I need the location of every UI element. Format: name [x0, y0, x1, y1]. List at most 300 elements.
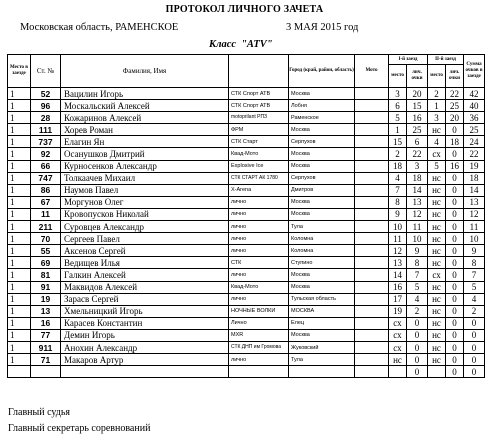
row-city: Елец — [289, 317, 355, 329]
row-team: Лично — [229, 317, 289, 329]
class-value: "ATV" — [241, 39, 273, 50]
row-heat2-place — [428, 366, 446, 378]
row-moto — [355, 305, 389, 317]
table-row — [8, 100, 485, 112]
table-row — [8, 208, 485, 220]
row-place: 1 — [8, 293, 31, 305]
row-heat1-place: 18 — [389, 160, 407, 172]
row-team: лично — [229, 293, 289, 305]
row-city: Тула — [289, 354, 355, 366]
row-heat1-points: 3 — [407, 160, 428, 172]
row-total: 18 — [464, 172, 485, 184]
row-heat1-points: 0 — [407, 366, 428, 378]
col-heat2-points: лич. очки — [446, 65, 464, 88]
row-moto — [355, 124, 389, 136]
row-moto — [355, 221, 389, 233]
row-heat2-points: 25 — [446, 100, 464, 112]
results-table — [7, 54, 485, 378]
row-name: Карасев Константин — [61, 317, 229, 329]
row-name: Кожаринов Алексей — [61, 112, 229, 124]
row-start-number: 52 — [31, 88, 61, 100]
row-total: 0 — [464, 329, 485, 341]
row-heat1-place: 19 — [389, 305, 407, 317]
row-heat2-points: 0 — [446, 124, 464, 136]
row-name: Елагин Ян — [61, 136, 229, 148]
row-start-number: 55 — [31, 245, 61, 257]
row-start-number: 747 — [31, 172, 61, 184]
row-heat2-place: нс — [428, 281, 446, 293]
row-place: 1 — [8, 329, 31, 341]
row-heat1-points: 13 — [407, 196, 428, 208]
row-total: 8 — [464, 257, 485, 269]
row-moto — [355, 112, 389, 124]
table-row — [8, 329, 485, 341]
row-heat1-place: 12 — [389, 245, 407, 257]
row-total: 0 — [464, 341, 485, 353]
row-name: Курносенков Александр — [61, 160, 229, 172]
row-heat1-points: 4 — [407, 293, 428, 305]
table-row — [8, 136, 485, 148]
row-start-number: 96 — [31, 100, 61, 112]
row-start-number: 69 — [31, 257, 61, 269]
row-heat1-points: 6 — [407, 136, 428, 148]
row-heat1-points: 22 — [407, 148, 428, 160]
row-heat2-points: 0 — [446, 233, 464, 245]
row-start-number: 11 — [31, 208, 61, 220]
table-row — [8, 112, 485, 124]
row-name: Демин Игорь — [61, 329, 229, 341]
class-label: Класс — [209, 39, 237, 50]
row-city: Раменское — [289, 112, 355, 124]
row-team: НОЧНЫЕ ВОЛКИ — [229, 305, 289, 317]
row-city: Серпухов — [289, 136, 355, 148]
row-heat2-points: 16 — [446, 160, 464, 172]
row-heat1-points: 20 — [407, 88, 428, 100]
row-moto — [355, 208, 389, 220]
row-total: 9 — [464, 245, 485, 257]
row-place: 1 — [8, 100, 31, 112]
row-start-number: 77 — [31, 329, 61, 341]
row-heat2-place: нс — [428, 354, 446, 366]
table-row — [8, 160, 485, 172]
row-city: Тульская область — [289, 293, 355, 305]
row-name: Толкаачев Михаил — [61, 172, 229, 184]
row-total: 7 — [464, 269, 485, 281]
row-heat2-points: 0 — [446, 208, 464, 220]
row-heat1-place: 10 — [389, 221, 407, 233]
row-heat1-place: 3 — [389, 88, 407, 100]
row-heat1-place: сх — [389, 341, 407, 353]
row-name: Осанушков Дмитрий — [61, 148, 229, 160]
row-heat1-points: 10 — [407, 233, 428, 245]
row-start-number: 66 — [31, 160, 61, 172]
row-city: Москва — [289, 196, 355, 208]
row-start-number: 86 — [31, 184, 61, 196]
row-total: 22 — [464, 148, 485, 160]
col-heat2-place: место — [428, 65, 446, 88]
row-heat2-points: 0 — [446, 305, 464, 317]
row-place: 1 — [8, 136, 31, 148]
chief-secretary-label: Главный секретарь соревнований — [8, 423, 151, 434]
row-heat2-points: 0 — [446, 269, 464, 281]
row-team: лично — [229, 221, 289, 233]
row-name: Зарасв Сергей — [61, 293, 229, 305]
row-team: Квад-Мото — [229, 281, 289, 293]
row-heat2-points: 0 — [446, 257, 464, 269]
row-heat1-points: 9 — [407, 245, 428, 257]
row-heat1-place: 15 — [389, 136, 407, 148]
row-moto — [355, 196, 389, 208]
row-heat2-points: 0 — [446, 245, 464, 257]
table-row — [8, 233, 485, 245]
table-row — [8, 221, 485, 233]
table-row — [8, 293, 485, 305]
row-city: Москва — [289, 148, 355, 160]
row-team: лично — [229, 269, 289, 281]
row-team: лично — [229, 196, 289, 208]
row-heat1-points: 7 — [407, 269, 428, 281]
row-team: СТК Спорт АТВ — [229, 88, 289, 100]
col-start-number: Ст. № — [31, 55, 61, 88]
row-moto — [355, 366, 389, 378]
row-heat1-points: 0 — [407, 329, 428, 341]
row-name: Анохин Александр — [61, 341, 229, 353]
row-heat2-place: нс — [428, 184, 446, 196]
col-heat2: II-й заезд — [428, 55, 464, 65]
row-heat1-points: 0 — [407, 354, 428, 366]
row-total: 36 — [464, 112, 485, 124]
row-total: 0 — [464, 354, 485, 366]
row-heat1-place: 11 — [389, 233, 407, 245]
row-place: 1 — [8, 257, 31, 269]
row-place: 1 — [8, 184, 31, 196]
row-heat2-points: 0 — [446, 281, 464, 293]
row-moto — [355, 172, 389, 184]
row-place: 1 — [8, 354, 31, 366]
protocol-title: ПРОТОКОЛ ЛИЧНОГО ЗАЧЕТА — [165, 4, 324, 15]
row-start-number: 71 — [31, 354, 61, 366]
row-heat2-place: нс — [428, 221, 446, 233]
row-total: 5 — [464, 281, 485, 293]
table-row — [8, 341, 485, 353]
row-team: СТК СТАРТ АК 1780 — [229, 172, 289, 184]
table-row — [8, 148, 485, 160]
row-heat1-place: 7 — [389, 184, 407, 196]
class-line — [209, 39, 273, 50]
row-moto — [355, 269, 389, 281]
row-total: 14 — [464, 184, 485, 196]
row-heat1-place: сх — [389, 329, 407, 341]
row-city: Жуковский — [289, 341, 355, 353]
row-start-number: 67 — [31, 196, 61, 208]
row-moto — [355, 88, 389, 100]
row-name: Хмельницкий Игорь — [61, 305, 229, 317]
row-moto — [355, 329, 389, 341]
row-team: СТК ДНП им Громова — [229, 341, 289, 353]
chief-judge-label: Главный судья — [8, 407, 71, 418]
row-team: лично — [229, 245, 289, 257]
col-heat1-points: лич. очки — [407, 65, 428, 88]
row-heat2-place: нс — [428, 341, 446, 353]
event-date: 3 МАЯ 2015 год — [286, 22, 359, 33]
row-moto — [355, 148, 389, 160]
row-moto — [355, 317, 389, 329]
row-heat1-place: 4 — [389, 172, 407, 184]
row-heat2-place: нс — [428, 329, 446, 341]
row-heat2-place: 4 — [428, 136, 446, 148]
table-row — [8, 354, 485, 366]
row-name: Аксенов Сергей — [61, 245, 229, 257]
row-heat1-points: 5 — [407, 281, 428, 293]
row-heat1-place: 9 — [389, 208, 407, 220]
row-city: Дмитров — [289, 184, 355, 196]
row-moto — [355, 341, 389, 353]
row-name: Моргунов Олег — [61, 196, 229, 208]
row-city: Москва — [289, 124, 355, 136]
row-start-number — [31, 366, 61, 378]
row-heat1-points: 18 — [407, 172, 428, 184]
row-city: Серпухов — [289, 172, 355, 184]
row-heat1-points: 11 — [407, 221, 428, 233]
row-name: Вацилин Игорь — [61, 88, 229, 100]
row-team: СТК — [229, 257, 289, 269]
table-row — [8, 317, 485, 329]
row-heat2-points: 0 — [446, 293, 464, 305]
row-heat2-place: 5 — [428, 160, 446, 172]
row-heat1-points: 15 — [407, 100, 428, 112]
row-total: 25 — [464, 124, 485, 136]
row-name: Макаров Артур — [61, 354, 229, 366]
table-row — [8, 88, 485, 100]
row-moto — [355, 136, 389, 148]
row-place: 1 — [8, 172, 31, 184]
row-heat1-points: 12 — [407, 208, 428, 220]
row-name: Кровопусков Николай — [61, 208, 229, 220]
row-heat2-place: сх — [428, 148, 446, 160]
row-moto — [355, 184, 389, 196]
row-start-number: 111 — [31, 124, 61, 136]
row-team: MXR — [229, 329, 289, 341]
row-name: Москальский Алексей — [61, 100, 229, 112]
row-city — [289, 366, 355, 378]
table-row — [8, 172, 485, 184]
table-row — [8, 196, 485, 208]
row-start-number: 70 — [31, 233, 61, 245]
row-heat2-place: нс — [428, 257, 446, 269]
row-moto — [355, 245, 389, 257]
event-location: Московская область, РАМЕНСКОЕ — [20, 22, 179, 33]
row-total: 4 — [464, 293, 485, 305]
row-start-number: 16 — [31, 317, 61, 329]
row-heat2-place: 2 — [428, 88, 446, 100]
row-start-number: 92 — [31, 148, 61, 160]
row-city: МОСКВА — [289, 305, 355, 317]
row-heat1-place — [389, 366, 407, 378]
row-heat2-points: 0 — [446, 354, 464, 366]
row-start-number: 19 — [31, 293, 61, 305]
table-row — [8, 184, 485, 196]
row-city: Москва — [289, 269, 355, 281]
row-place: 1 — [8, 112, 31, 124]
table-row — [8, 269, 485, 281]
row-place: 1 — [8, 160, 31, 172]
row-total: 10 — [464, 233, 485, 245]
row-city: Москва — [289, 88, 355, 100]
row-moto — [355, 257, 389, 269]
row-name: Суровцев Александр — [61, 221, 229, 233]
row-heat2-points: 0 — [446, 366, 464, 378]
row-heat2-place: нс — [428, 245, 446, 257]
row-start-number: 81 — [31, 269, 61, 281]
row-team: СТК Спорт АТВ — [229, 100, 289, 112]
row-place: 1 — [8, 317, 31, 329]
row-total: 24 — [464, 136, 485, 148]
row-heat2-place: сх — [428, 269, 446, 281]
row-city: Москва — [289, 160, 355, 172]
row-heat2-place: нс — [428, 208, 446, 220]
row-total: 0 — [464, 366, 485, 378]
row-place: 1 — [8, 269, 31, 281]
row-heat1-place: нс — [389, 354, 407, 366]
row-heat2-place: нс — [428, 196, 446, 208]
row-heat2-points: 22 — [446, 88, 464, 100]
col-total: Сумма очков в заезде — [464, 55, 485, 88]
row-heat2-points: 0 — [446, 221, 464, 233]
row-city: Коломна — [289, 245, 355, 257]
row-place: 1 — [8, 124, 31, 136]
row-heat2-points: 0 — [446, 329, 464, 341]
row-name — [61, 366, 229, 378]
row-heat2-points: 0 — [446, 184, 464, 196]
row-team: СТК Старт — [229, 136, 289, 148]
row-place: 1 — [8, 88, 31, 100]
row-start-number: 91 — [31, 281, 61, 293]
row-heat2-place: 3 — [428, 112, 446, 124]
row-moto — [355, 100, 389, 112]
row-moto — [355, 293, 389, 305]
row-total: 40 — [464, 100, 485, 112]
row-heat2-place: нс — [428, 233, 446, 245]
row-place: 1 — [8, 305, 31, 317]
row-place: 1 — [8, 341, 31, 353]
row-heat2-place: 1 — [428, 100, 446, 112]
row-heat1-place: 14 — [389, 269, 407, 281]
row-place: 1 — [8, 281, 31, 293]
table-row — [8, 245, 485, 257]
row-moto — [355, 160, 389, 172]
row-place: 1 — [8, 196, 31, 208]
row-team — [229, 366, 289, 378]
col-heat1-place: место — [389, 65, 407, 88]
row-heat1-place: 6 — [389, 100, 407, 112]
table-row — [8, 124, 485, 136]
table-row — [8, 305, 485, 317]
row-heat1-points: 2 — [407, 305, 428, 317]
row-heat1-points: 0 — [407, 317, 428, 329]
col-moto: Мото — [355, 55, 389, 88]
row-heat1-place: 8 — [389, 196, 407, 208]
row-team: Квад-Мото — [229, 148, 289, 160]
row-start-number: 211 — [31, 221, 61, 233]
table-row — [8, 366, 485, 378]
row-start-number: 28 — [31, 112, 61, 124]
row-city: Москва — [289, 208, 355, 220]
row-heat1-place: 1 — [389, 124, 407, 136]
row-place: 1 — [8, 233, 31, 245]
row-total: 0 — [464, 317, 485, 329]
row-place — [8, 366, 31, 378]
row-heat2-points: 0 — [446, 341, 464, 353]
row-heat2-points: 0 — [446, 172, 464, 184]
row-name: Ведищев Илья — [61, 257, 229, 269]
row-total: 11 — [464, 221, 485, 233]
row-team: motoprilant РПЗ — [229, 112, 289, 124]
col-city: Город (край, район, область) — [289, 55, 355, 88]
row-team: лично — [229, 354, 289, 366]
row-city: Москва — [289, 329, 355, 341]
row-heat1-place: 13 — [389, 257, 407, 269]
table-row — [8, 281, 485, 293]
row-city: Москва — [289, 281, 355, 293]
col-team — [229, 55, 289, 88]
row-heat1-points: 16 — [407, 112, 428, 124]
col-place: Место в заезде — [8, 55, 31, 88]
row-heat1-place: 5 — [389, 112, 407, 124]
row-heat2-place: нс — [428, 172, 446, 184]
row-heat1-points: 8 — [407, 257, 428, 269]
row-heat1-place: 2 — [389, 148, 407, 160]
row-team: X-Arena — [229, 184, 289, 196]
row-city: Тула — [289, 221, 355, 233]
row-heat2-points: 0 — [446, 148, 464, 160]
row-place: 1 — [8, 221, 31, 233]
row-start-number: 13 — [31, 305, 61, 317]
row-heat2-points: 0 — [446, 317, 464, 329]
row-heat2-points: 20 — [446, 112, 464, 124]
row-city: Лобня — [289, 100, 355, 112]
row-heat1-place: 17 — [389, 293, 407, 305]
row-name: Хорев Роман — [61, 124, 229, 136]
col-name: Фамилия, Имя — [61, 55, 229, 88]
row-moto — [355, 281, 389, 293]
row-team: лично — [229, 208, 289, 220]
row-heat1-place: сх — [389, 317, 407, 329]
row-moto — [355, 354, 389, 366]
row-name: Маквидов Алексей — [61, 281, 229, 293]
col-heat1: I-й заезд — [389, 55, 428, 65]
row-heat2-place: нс — [428, 124, 446, 136]
row-start-number: 911 — [31, 341, 61, 353]
row-total: 13 — [464, 196, 485, 208]
row-city: Коломна — [289, 233, 355, 245]
row-place: 1 — [8, 208, 31, 220]
row-total: 12 — [464, 208, 485, 220]
row-name: Сергеев Павел — [61, 233, 229, 245]
row-heat2-place: нс — [428, 293, 446, 305]
row-total: 19 — [464, 160, 485, 172]
row-heat1-points: 0 — [407, 341, 428, 353]
row-heat2-points: 18 — [446, 136, 464, 148]
row-team: ФРМ — [229, 124, 289, 136]
row-heat1-points: 14 — [407, 184, 428, 196]
table-row — [8, 257, 485, 269]
row-place: 1 — [8, 245, 31, 257]
row-heat1-place: 16 — [389, 281, 407, 293]
row-total: 42 — [464, 88, 485, 100]
row-heat2-place: нс — [428, 305, 446, 317]
row-city: Ступино — [289, 257, 355, 269]
row-moto — [355, 233, 389, 245]
